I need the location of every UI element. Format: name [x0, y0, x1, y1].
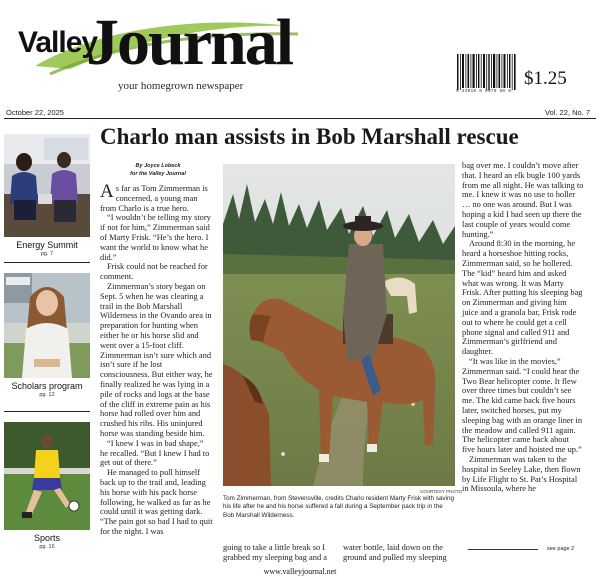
- rail-page: pg. 12: [39, 392, 55, 398]
- logo-journal-text: Journal: [86, 6, 293, 79]
- top-rule: [4, 118, 596, 119]
- energy-summit-photo[interactable]: [4, 134, 90, 237]
- dateline: [0, 105, 600, 119]
- rail-divider: [4, 411, 90, 412]
- story-column-4: [462, 161, 584, 494]
- story-column-1: [100, 181, 213, 537]
- byline-author: By Joyce Lobeck: [135, 163, 181, 169]
- sports-photo[interactable]: [4, 422, 90, 530]
- logo-valley-text: Valley: [18, 26, 98, 59]
- tagline: your homegrown newspaper: [118, 80, 244, 92]
- jump-rule: [468, 549, 538, 550]
- story-paragraph: Frisk could not be reached for comment.: [100, 262, 208, 282]
- story-column-2: going to take a little break so I grabbed my sleeping bag and a: [223, 543, 327, 562]
- barcode-icon: [456, 52, 518, 94]
- photo-credit: COURTESY PHOTO: [420, 489, 463, 494]
- story-paragraph: [100, 181, 213, 213]
- footer-url[interactable]: www.valleyjournal.net: [263, 567, 337, 576]
- story-paragraph: Around 8:30 in the morning, he heard a horseshoe hitting rocks, Zimmerman said, so he hollered. The “kid” heard him and asked what was wrong. It was Marty Frisk. After putting his sleeping bag on Zimmerman and giving him juice and a granola bar, Frisk rode out to where he could get a cell phone signal and called 911 and Zimmerman’s girlfriend and daughter.: [462, 239, 583, 357]
- rail-page: pg. 16: [39, 544, 55, 550]
- rail-item-scholars-program[interactable]: [4, 273, 90, 398]
- story-headline[interactable]: Charlo man assists in Bob Marshall rescue: [100, 124, 519, 149]
- story-paragraph: “I knew I was in bad shape,” he recalled. “But I knew I had to get out of there.”: [100, 438, 210, 468]
- story-paragraph: bag over me. I couldn’t move after that. I heard an elk bugle 100 yards from me all night. He was talking to me. I knew it was no use to holler … no one was around. But I was hoping a kid I had seen up there the last couple of years would come hunting.”: [462, 161, 584, 239]
- masthead: [0, 0, 600, 100]
- rail-item-energy-summit[interactable]: [4, 134, 90, 257]
- barcode-digits: 5 44016 0 0070 88 8: [456, 89, 512, 94]
- story-photo[interactable]: [223, 164, 455, 486]
- rail-title[interactable]: Scholars program: [11, 381, 83, 391]
- photo-caption: Tom Zimmerman, from Stevensville, credits Charlo resident Marty Frisk with saving his life after he and his horse suffered a fall during a September pack trip in the Bob Marshall Wilderness.: [223, 495, 454, 519]
- scholars-program-photo[interactable]: [4, 273, 90, 378]
- rail-title[interactable]: Sports: [33, 533, 60, 543]
- story-paragraph: “I wouldn’t be telling my story if not for him,” Zimmerman said of Marty Frisk. “He’s the hero. I want the world to know what he did.”: [100, 213, 211, 262]
- story-paragraph: “It was like in the movies,” Zimmerman said. “I could hear the Two Bear helicopter come. It flew over three times but couldn’t see me. The kid came back five hours later, switched horses, put my sleeping bag with an orange liner in the meadow and called 911 again. The helicopter came back about five hours later and hoisted me up.”: [462, 356, 583, 455]
- story-paragraph: Zimmerman’s story began on Sept. 5 when he was clearing a trail in the Bob Marshall Wilderness in the Ovando area in preparation for hunting when either he or his horse slid and went over a 15-foot cliff. Zimmerman isn’t sure which and isn’t sure if he lost consciousness. But either way, he finally realized he was lying in a pile of rocks and logs at the base of the cliff in extreme pain as his horse had rolled over him and crushed his ribs. His uninjured horse was standing beside him.: [100, 281, 213, 438]
- price: $1.25: [524, 68, 567, 89]
- rail-item-sports[interactable]: [4, 422, 90, 550]
- story-paragraph: Zimmerman was taken to the hospital in Seeley Lake, then flown by Life Flight to St. Pat’s Hospital in Missoula, where he: [462, 454, 581, 494]
- rail-divider: [4, 262, 90, 263]
- byline-outlet: for the Valley Journal: [130, 171, 186, 177]
- story-paragraph: He managed to pull himself back up to the trail and, leading his horse with his pack horse following, he walked as far as he could until it was getting dark. “The pain got so bad I had to quit for the night. I was: [100, 468, 213, 536]
- byline: [102, 162, 214, 178]
- story-text: s far as Tom Zimmerman is concerned, a young man from Charlo is a true hero.: [100, 184, 208, 213]
- story-column-3: water bottle, laid down on the ground and pulled my sleeping: [343, 543, 447, 562]
- rail-page: pg. 7: [40, 251, 54, 257]
- jump-link[interactable]: see page 2: [547, 546, 575, 552]
- left-rail: [4, 120, 90, 560]
- issue-volume: Vol. 22, No. 7: [544, 108, 590, 117]
- issue-date: October 22, 2025: [6, 108, 64, 117]
- rail-title[interactable]: Energy Summit: [16, 240, 78, 250]
- drop-cap: A: [100, 181, 114, 202]
